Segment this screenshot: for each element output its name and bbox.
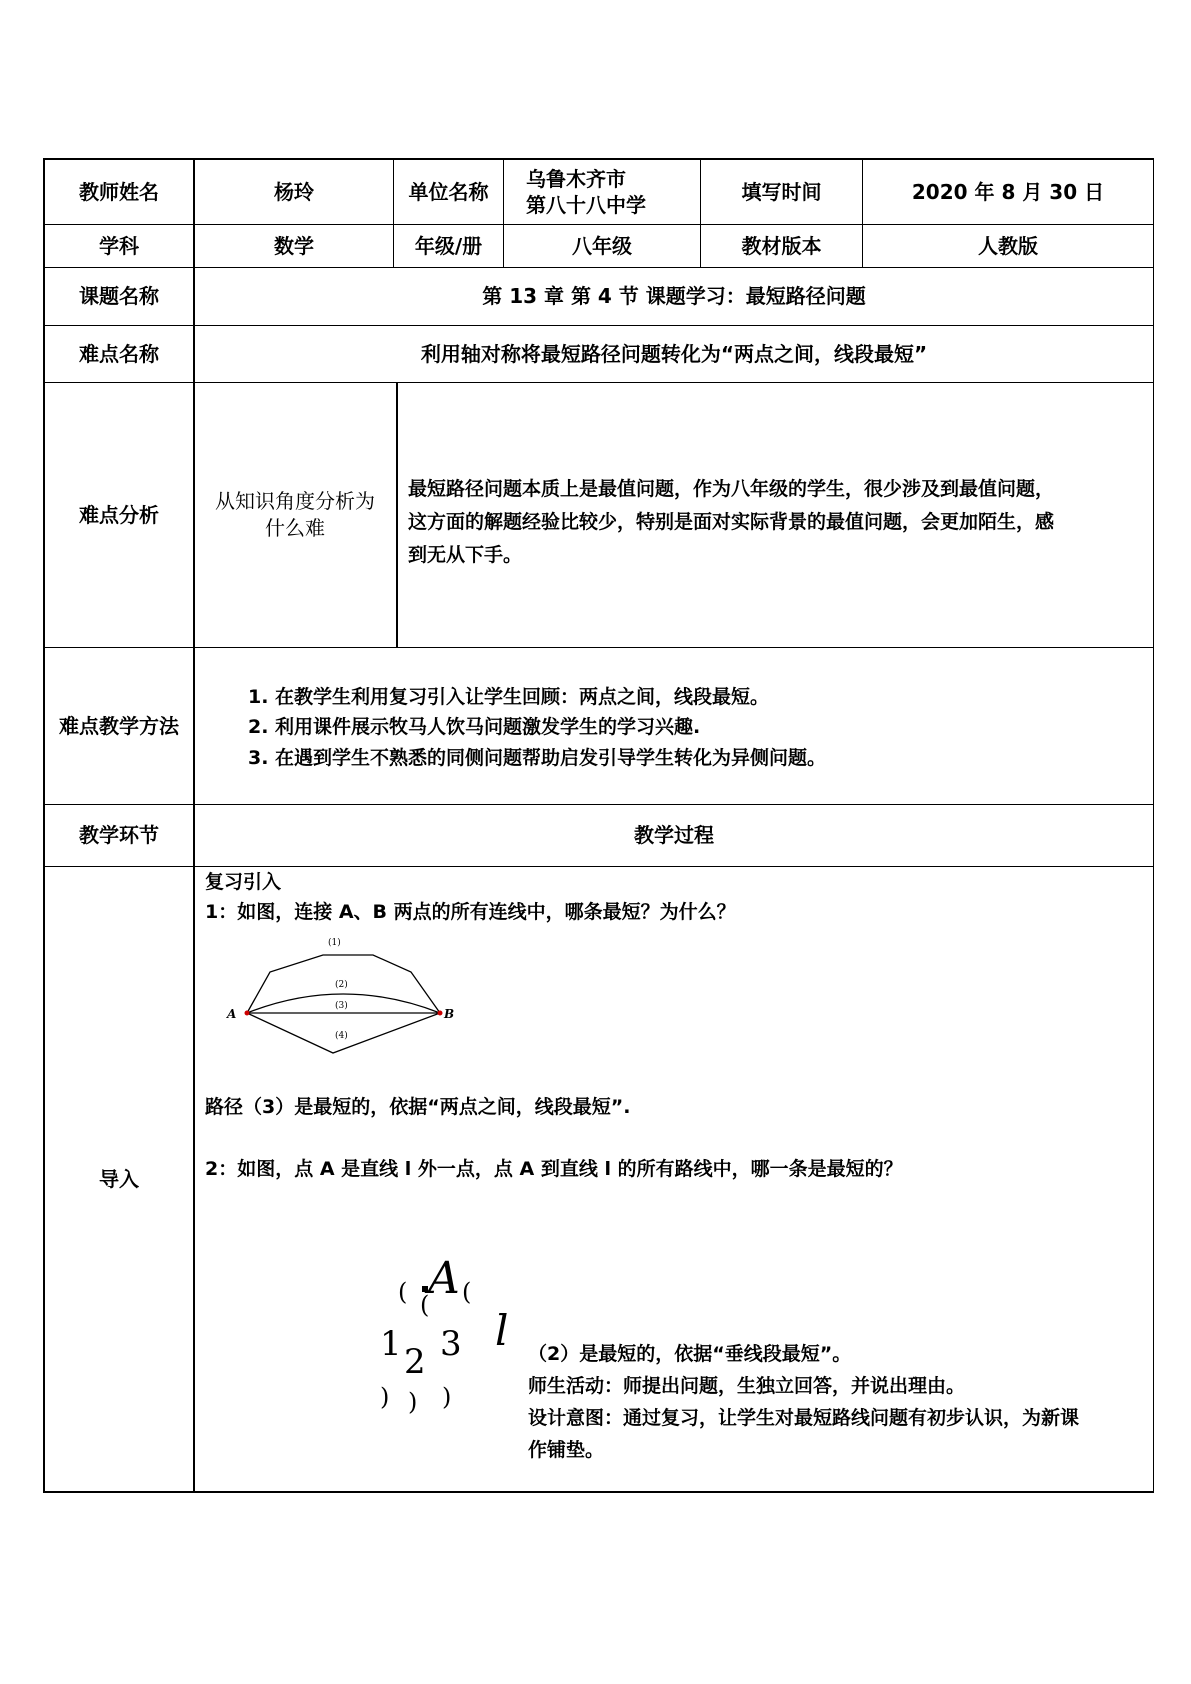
path-label-4: (4)	[335, 1031, 348, 1041]
teaching-method-label: 难点教学方法	[59, 713, 179, 738]
difficulty-label: 难点名称	[79, 341, 159, 366]
paren: )	[408, 1388, 418, 1415]
grade-value: 八年级	[572, 233, 632, 258]
teaching-method-item-1: 1. 在教学生利用复习引入让学生回顾：两点之间，线段最短。	[248, 686, 770, 708]
analysis-text-line3: 到无从下手。	[408, 544, 523, 566]
subject-value: 数学	[274, 233, 314, 258]
textbook-edition-value: 人教版	[978, 233, 1038, 258]
path-label-3: (3)	[335, 1001, 348, 1011]
topic-label: 课题名称	[79, 284, 159, 308]
point-label-b: B	[444, 1007, 455, 1021]
table-border-bottom	[43, 1491, 1154, 1493]
teacher-student-activity: 师生活动：师提出问题，生独立回答，并说出理由。	[528, 1375, 966, 1397]
teaching-method-item-2: 2. 利用课件展示牧马人饮马问题激发学生的学习兴趣.	[248, 716, 701, 738]
point-label-a: A	[428, 1255, 460, 1304]
paren: (	[398, 1278, 408, 1306]
topic-value: 第 13 章 第 4 节 课题学习：最短路径问题	[482, 284, 866, 308]
row-divider	[43, 866, 1154, 867]
path-number-2: 2	[404, 1342, 426, 1382]
unit-name-label: 单位名称	[408, 179, 489, 204]
paren: (	[462, 1278, 472, 1306]
path-label-2: (2)	[335, 980, 348, 990]
answer-1: 路径（3）是最短的，依据“两点之间，线段最短”.	[205, 1096, 631, 1118]
textbook-edition-label: 教材版本	[741, 233, 822, 258]
row-divider	[43, 647, 1154, 648]
point-b	[438, 1011, 443, 1016]
figure-point-to-line	[380, 1255, 530, 1415]
path-label-1: (1)	[328, 938, 341, 948]
intro-stage-label: 导入	[99, 1166, 139, 1191]
teacher-name-label: 教师姓名	[79, 179, 159, 204]
fill-date-label: 填写时间	[741, 179, 822, 204]
answer-2: （2）是最短的，依据“垂线段最短”。	[528, 1343, 852, 1365]
grade-label: 年级/册	[414, 233, 483, 258]
analysis-label: 难点分析	[79, 502, 159, 527]
point-label-a: A	[227, 1007, 237, 1021]
table-border-right	[1153, 158, 1154, 1493]
teaching-process-header: 教学过程	[634, 823, 714, 847]
paren: )	[442, 1383, 452, 1411]
design-intent-line2: 作铺垫。	[528, 1439, 605, 1461]
teaching-stage-header: 教学环节	[79, 823, 159, 847]
paren: )	[380, 1383, 390, 1411]
point-a	[245, 1011, 250, 1016]
analysis-sub-label	[195, 383, 395, 647]
fill-date-value: 2020 年 8 月 30 日	[911, 179, 1105, 204]
path-number-3: 3	[440, 1324, 462, 1364]
difficulty-value: 利用轴对称将最短路径问题转化为“两点之间，线段最短”	[420, 341, 928, 366]
question-2: 2：如图，点 A 是直线 l 外一点，点 A 到直线 l 的所有路线中，哪一条是最短的？	[205, 1158, 903, 1180]
design-intent-line1: 设计意图：通过复习，让学生对最短路线问题有初步认识，为新课	[528, 1407, 1080, 1429]
column-divider	[396, 382, 398, 648]
analysis-sub-label-line2: 什么难	[265, 516, 325, 540]
line-label-l: l	[495, 1306, 509, 1355]
figure-paths-a-b	[215, 930, 455, 1060]
unit-name-line1: 乌鲁木齐市	[526, 167, 626, 191]
teacher-name-value: 杨玲	[274, 179, 314, 204]
analysis-text-line2: 这方面的解题经验比较少，特别是面对实际背景的最值问题，会更加陌生，感	[408, 511, 1055, 533]
paren: (	[420, 1291, 430, 1319]
unit-name-value	[504, 160, 700, 224]
question-1: 1：如图，连接 A、B 两点的所有连线中，哪条最短？为什么？	[205, 901, 736, 923]
unit-name-line2: 第八十八中学	[526, 193, 646, 217]
subject-label: 学科	[99, 233, 139, 258]
analysis-sub-label-line1: 从知识角度分析为	[215, 489, 375, 513]
teaching-method-item-3: 3. 在遇到学生不熟悉的同侧问题帮助启发引导学生转化为异侧问题。	[248, 747, 827, 769]
review-title: 复习引入	[205, 871, 282, 893]
path-number-1: 1	[380, 1324, 402, 1364]
analysis-text-line1: 最短路径问题本质上是最值问题，作为八年级的学生，很少涉及到最值问题，	[408, 478, 1055, 500]
